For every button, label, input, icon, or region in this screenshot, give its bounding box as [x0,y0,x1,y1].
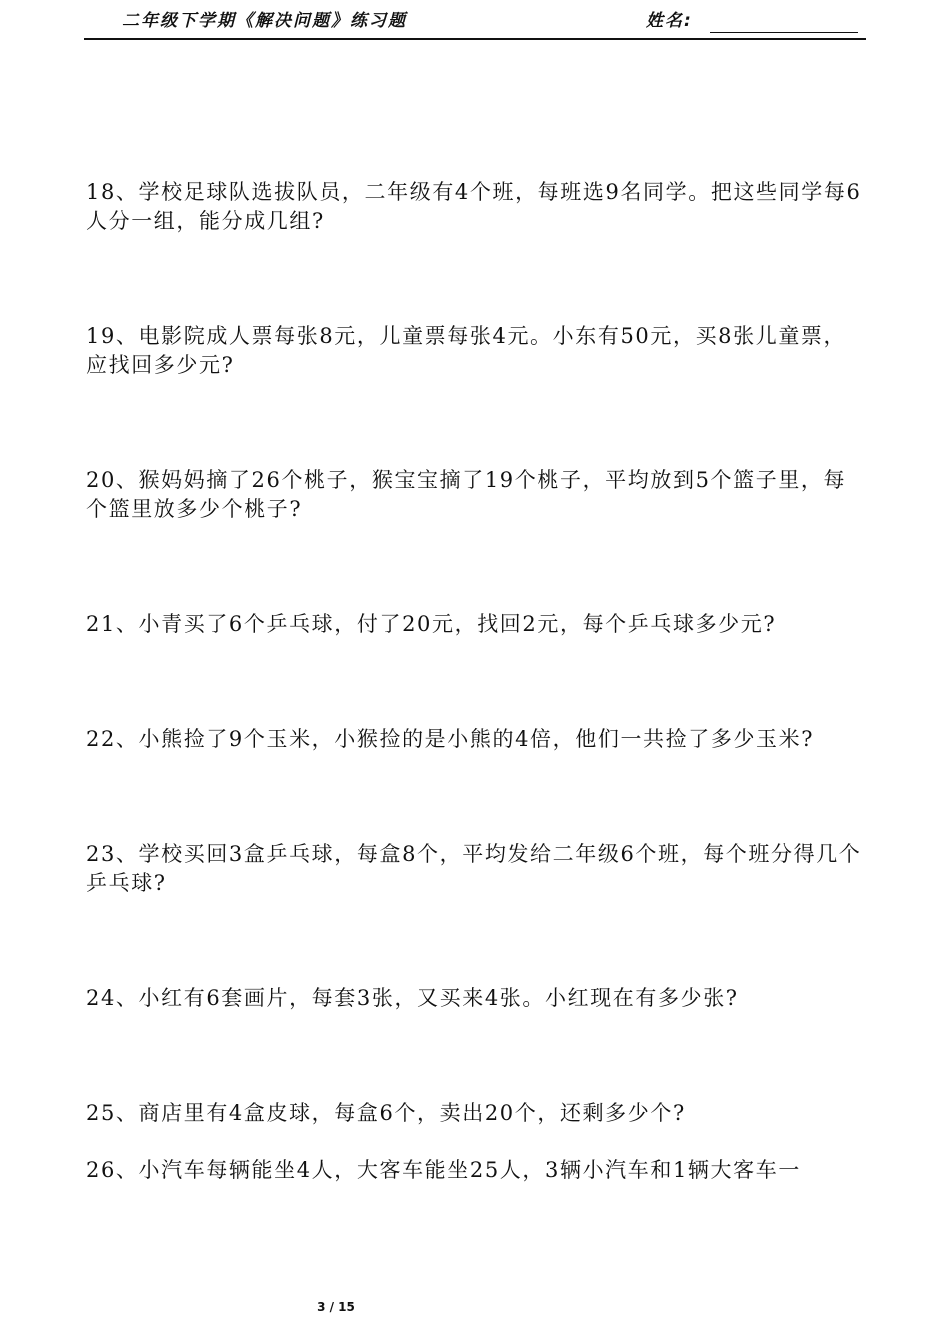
page-number: 3 / 15 [317,1300,355,1314]
name-blank-line [710,32,858,33]
question-23: 23、学校买回3盒乒乓球，每盒8个，平均发给二年级6个班，每个班分得几个乒乓球? [86,842,862,895]
worksheet-title: 二年级下学期《解决问题》练习题 [122,11,407,31]
question-22: 22、小熊捡了9个玉米，小猴捡的是小熊的4倍，他们一共捡了多少玉米? [86,727,815,751]
question-20: 20、猴妈妈摘了26个桃子，猴宝宝摘了19个桃子，平均放到5个篮子里，每个篮里放多少个桃子? [86,468,847,521]
question-26: 26、小汽车每辆能坐4人，大客车能坐25人，3辆小汽车和1辆大客车一 [86,1158,801,1182]
question-24: 24、小红有6套画片，每套3张，又买来4张。小红现在有多少张? [86,986,739,1010]
question-19: 19、电影院成人票每张8元，儿童票每张4元。小东有50元，买8张儿童票，应找回多少元? [86,324,847,377]
question-25: 25、商店里有4盒皮球，每盒6个，卖出20个，还剩多少个? [86,1101,686,1125]
name-label: 姓名: [646,11,693,31]
question-21: 21、小青买了6个乒乓球，付了20元，找回2元，每个乒乓球多少元? [86,612,777,636]
question-18: 18、学校足球队选拔队员，二年级有4个班，每班选9名同学。把这些同学每6人分一组，能分成几组? [86,180,862,233]
page-header [84,0,866,40]
header-divider [84,38,866,40]
